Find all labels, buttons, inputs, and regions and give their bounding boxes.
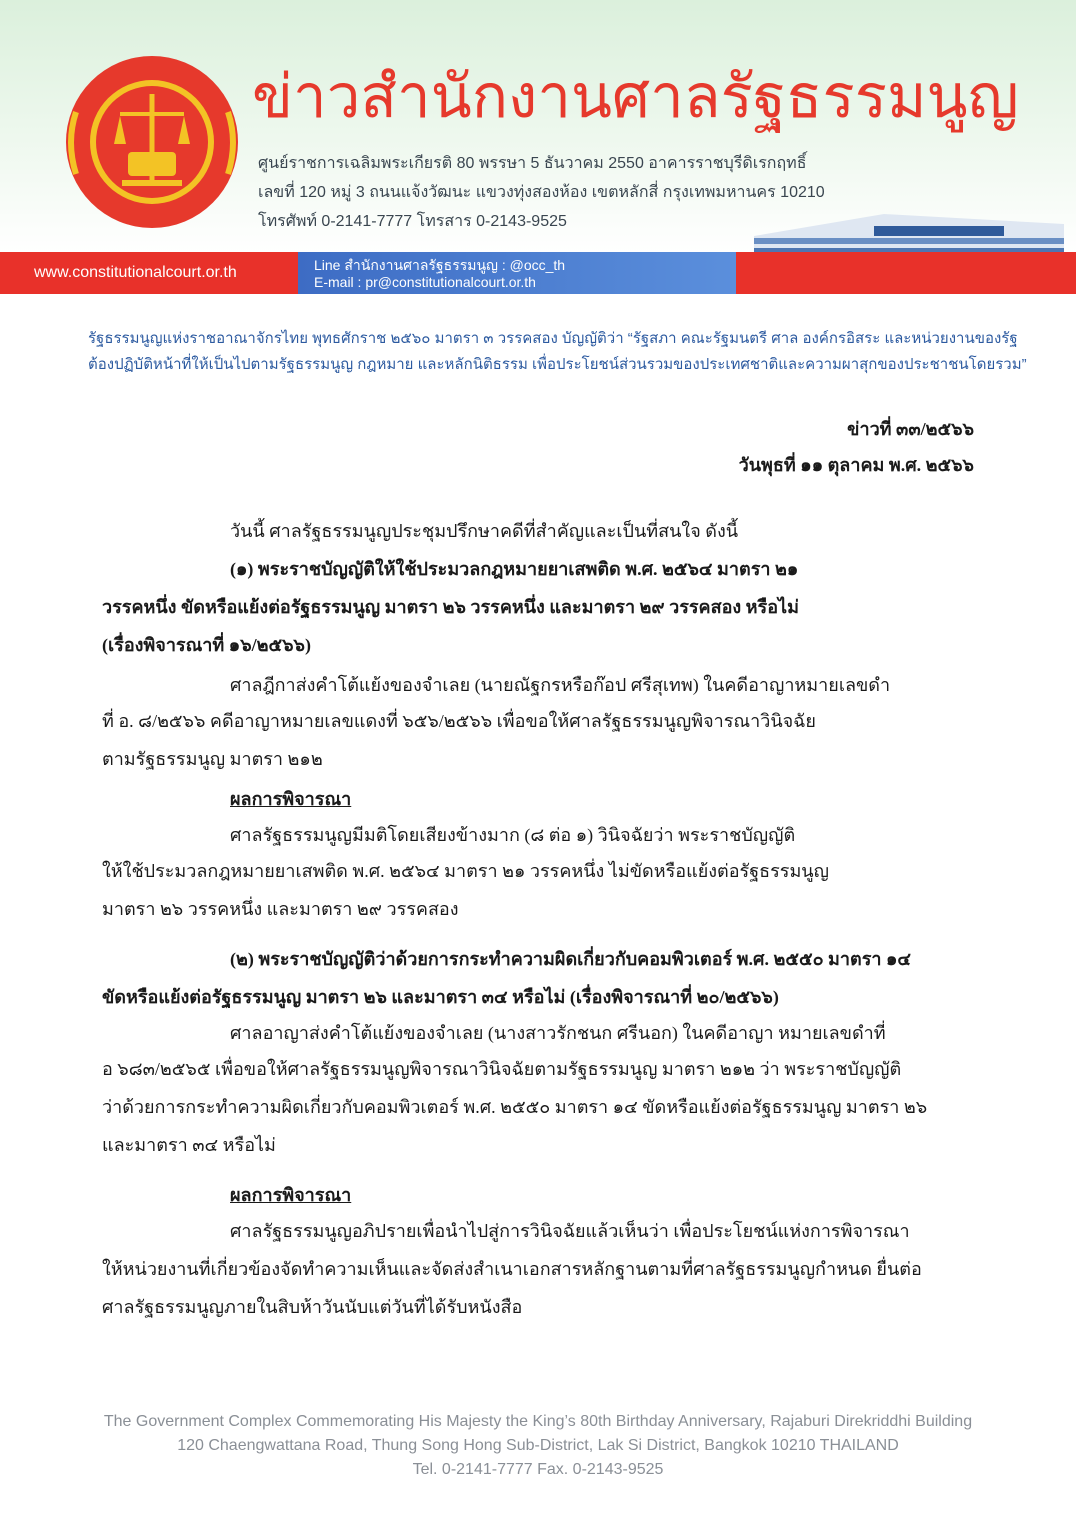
case1-result-line-2: ให้ใช้ประมวลกฎหมายยาเสพติด พ.ศ. ๒๕๖๔ มาตรา ๒๑ วรรคหนึ่ง ไม่ขัดหรือแย้งต่อรัฐธรรมนูญ — [102, 861, 829, 881]
quote-line-1: รัฐธรรมนูญแห่งราชอาณาจักรไทย พุทธศักราช ๒๕๖๐ มาตรา ๓ วรรคสอง บัญญัติว่า “รัฐสภา คณะรัฐมนตรี ศาล องค์กรอิสระ และหน่วยงานของรัฐ — [88, 330, 1018, 347]
case2-result-line-2: ให้หน่วยงานที่เกี่ยวข้องจัดทำความเห็นและจัดส่งสำเนาเอกสารหลักฐานตามที่ศาลรัฐธรรมนูญกำหนด ยื่นต่อ — [102, 1259, 922, 1279]
constitution-quote — [88, 326, 1028, 378]
page-footer — [0, 1410, 1076, 1482]
case2-detail-line-2: อ ๖๘๓/๒๕๖๕ เพื่อขอให้ศาลรัฐธรรมนูญพิจารณาวินิจฉัยตามรัฐธรรมนูญ มาตรา ๒๑๒ ว่า พระราชบัญญัติ — [102, 1059, 902, 1079]
court-seal-logo — [62, 52, 242, 232]
case1-result-label: ผลการพิจารณา — [230, 789, 352, 809]
address-line-1: ศูนย์ราชการเฉลิมพระเกียรติ 80 พรรษา 5 ธันวาคม 2550 อาคารราชบุรีดิเรกฤทธิ์ — [258, 155, 807, 172]
case2-detail-line-3: ว่าด้วยการกระทำความผิดเกี่ยวกับคอมพิวเตอร์ พ.ศ. ๒๕๕๐ มาตรา ๑๔ ขัดหรือแย้งต่อรัฐธรรมนูญ มาตรา ๒๖ — [102, 1097, 928, 1117]
news-number: ข่าวที่ ๓๓/๒๕๖๖ — [847, 419, 974, 439]
letterhead — [0, 0, 1076, 252]
footer-line-3: Tel. 0-2141-7777 Fax. 0-2143-9525 — [412, 1461, 664, 1478]
case1-detail-line-1: ศาลฎีกาส่งคำโต้แย้งของจำเลย (นายณัฐกรหรือก๊อป ศรีสุเทพ) ในคดีอาญาหมายเลขดำ — [230, 675, 891, 695]
newsletter-title: ข่าวสำนักงานศาลรัฐธรรมนูญ — [252, 63, 1019, 130]
case2-detail-line-4: และมาตรา ๓๔ หรือไม่ — [102, 1135, 276, 1155]
footer-line-2: 120 Chaengwattana Road, Thung Song Hong Sub-District, Lak Si District, Bangkok 10210 THAILAND — [177, 1437, 899, 1454]
case2-result-label: ผลการพิจารณา — [230, 1185, 352, 1205]
website-link[interactable]: www.constitutionalcourt.or.th — [34, 264, 237, 281]
case1-heading-line-1: (๑) พระราชบัญญัติให้ใช้ประมวลกฎหมายยาเสพติด พ.ศ. ๒๕๖๔ มาตรา ๒๑ — [230, 559, 799, 579]
intro-paragraph: วันนี้ ศาลรัฐธรรมนูญประชุมปรึกษาคดีที่สำคัญและเป็นที่สนใจ ดังนี้ — [230, 521, 739, 541]
news-date: วันพุธที่ ๑๑ ตุลาคม พ.ศ. ๒๕๖๖ — [738, 455, 974, 475]
case1-result-line-3: มาตรา ๒๖ วรรคหนึ่ง และมาตรา ๒๙ วรรคสอง — [102, 899, 459, 919]
phone-fax-line: โทรศัพท์ 0-2141-7777 โทรสาร 0-2143-9525 — [258, 213, 567, 230]
case2-detail-line-1: ศาลอาญาส่งคำโต้แย้งของจำเลย (นางสาวรักชนก ศรีนอก) ในคดีอาญา หมายเลขดำที่ — [230, 1023, 886, 1043]
address-line-2: เลขที่ 120 หมู่ 3 ถนนแจ้งวัฒนะ แขวงทุ่งสองห้อง เขตหลักสี่ กรุงเทพมหานคร 10210 — [258, 184, 825, 201]
footer-line-1: The Government Complex Commemorating His Majesty the King’s 80th Birthday Anniversary, Rajaburi Direkriddhi Building — [103, 1413, 973, 1430]
email-contact[interactable]: E-mail : pr@constitutionalcourt.or.th — [314, 274, 536, 290]
line-contact: Line สำนักงานศาลรัฐธรรมนูญ : @occ_th — [314, 257, 566, 273]
case1-result-line-1: ศาลรัฐธรรมนูญมีมติโดยเสียงข้างมาก (๘ ต่อ ๑) วินิจฉัยว่า พระราชบัญญัติ — [230, 825, 796, 845]
case1-detail-line-2: ที่ อ. ๘/๒๕๖๖ คดีอาญาหมายเลขแดงที่ ๖๕๖/๒๕๖๖ เพื่อขอให้ศาลรัฐธรรมนูญพิจารณาวินิจฉัย — [102, 711, 816, 731]
case1-detail-line-3: ตามรัฐธรรมนูญ มาตรา ๒๑๒ — [102, 749, 323, 769]
case1-heading-line-2: วรรคหนึ่ง ขัดหรือแย้งต่อรัฐธรรมนูญ มาตรา ๒๖ วรรคหนึ่ง และมาตรา ๒๙ วรรคสอง หรือไม่ — [102, 597, 799, 617]
quote-line-2: ต้องปฏิบัติหน้าที่ให้เป็นไปตามรัฐธรรมนูญ กฎหมาย และหลักนิติธรรม เพื่อประโยชน์ส่วนรวมของประเทศชาติและความผาสุกของประชาชนโดยรวม” — [88, 356, 1027, 373]
case2-result-line-3: ศาลรัฐธรรมนูญภายในสิบห้าวันนับแต่วันที่ได้รับหนังสือ — [102, 1297, 523, 1317]
case1-heading-line-3: (เรื่องพิจารณาที่ ๑๖/๒๕๖๖) — [102, 635, 311, 655]
case2-result-line-1: ศาลรัฐธรรมนูญอภิปรายเพื่อนำไปสู่การวินิจฉัยแล้วเห็นว่า เพื่อประโยชน์แห่งการพิจารณา — [230, 1221, 910, 1241]
case2-heading-line-2: ขัดหรือแย้งต่อรัฐธรรมนูญ มาตรา ๒๖ และมาตรา ๓๔ หรือไม่ (เรื่องพิจารณาที่ ๒๐/๒๕๖๖) — [102, 987, 779, 1007]
case2-heading-line-1: (๒) พระราชบัญญัติว่าด้วยการกระทำความผิดเกี่ยวกับคอมพิวเตอร์ พ.ศ. ๒๕๕๐ มาตรา ๑๔ — [230, 949, 912, 969]
